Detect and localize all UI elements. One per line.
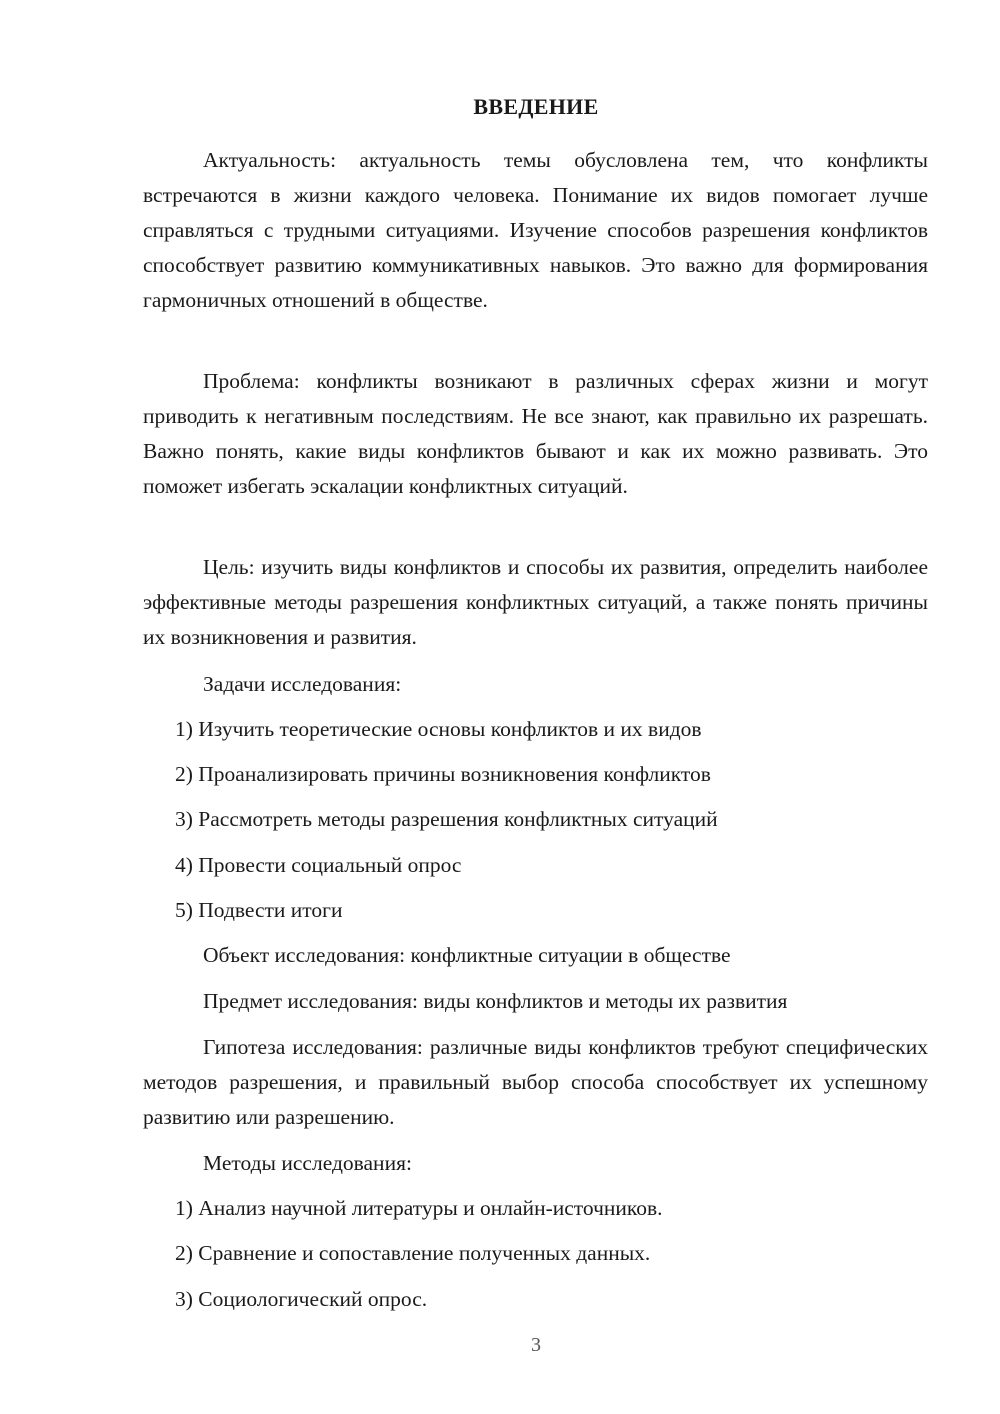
hypothesis-paragraph: Гипотеза исследования: различные виды конфликтов требуют специфических методов разрешения, и правильный выбор способа способствует их успешному развитию или разрешению. <box>143 1035 928 1129</box>
goal-paragraph: Цель: изучить виды конфликтов и способы их развития, определить наиболее эффективные методы разрешения конфликтных ситуаций, а также понять причины их возникновения и развития. <box>143 555 928 649</box>
task-item: 5) Подвести итоги <box>175 898 343 922</box>
method-item: 1) Анализ научной литературы и онлайн-источников. <box>175 1196 663 1220</box>
actuality-paragraph: Актуальность: актуальность темы обусловлена тем, что конфликты встречаются в жизни каждого человека. Понимание их видов помогает лучше справляться с трудными ситуациями. Изучение способов разрешения конфликтов способствует развитию коммуникативных навыков. Это важно для формирования гармоничных отношений в обществе. <box>143 148 928 312</box>
task-item: 3) Рассмотреть методы разрешения конфликтных ситуаций <box>175 807 718 831</box>
research-subject: Предмет исследования: виды конфликтов и методы их развития <box>203 989 788 1013</box>
page-title: ВВЕДЕНИЕ <box>473 94 599 119</box>
task-item: 2) Проанализировать причины возникновения конфликтов <box>175 762 711 786</box>
task-item: 4) Провести социальный опрос <box>175 853 462 877</box>
method-item: 3) Социологический опрос. <box>175 1287 428 1311</box>
task-item: 1) Изучить теоретические основы конфликтов и их видов <box>175 717 702 741</box>
problem-paragraph: Проблема: конфликты возникают в различных сферах жизни и могут приводить к негативным последствиям. Не все знают, как правильно их разрешать. Важно понять, какие виды конфликтов бывают и как их можно развивать. Это поможет избегать эскалации конфликтных ситуаций. <box>143 369 928 498</box>
methods-heading: Методы исследования: <box>203 1151 412 1175</box>
method-item: 2) Сравнение и сопоставление полученных данных. <box>175 1241 651 1265</box>
research-object: Объект исследования: конфликтные ситуации в обществе <box>203 943 731 967</box>
tasks-heading: Задачи исследования: <box>203 672 402 696</box>
page-number: 3 <box>531 1334 541 1356</box>
